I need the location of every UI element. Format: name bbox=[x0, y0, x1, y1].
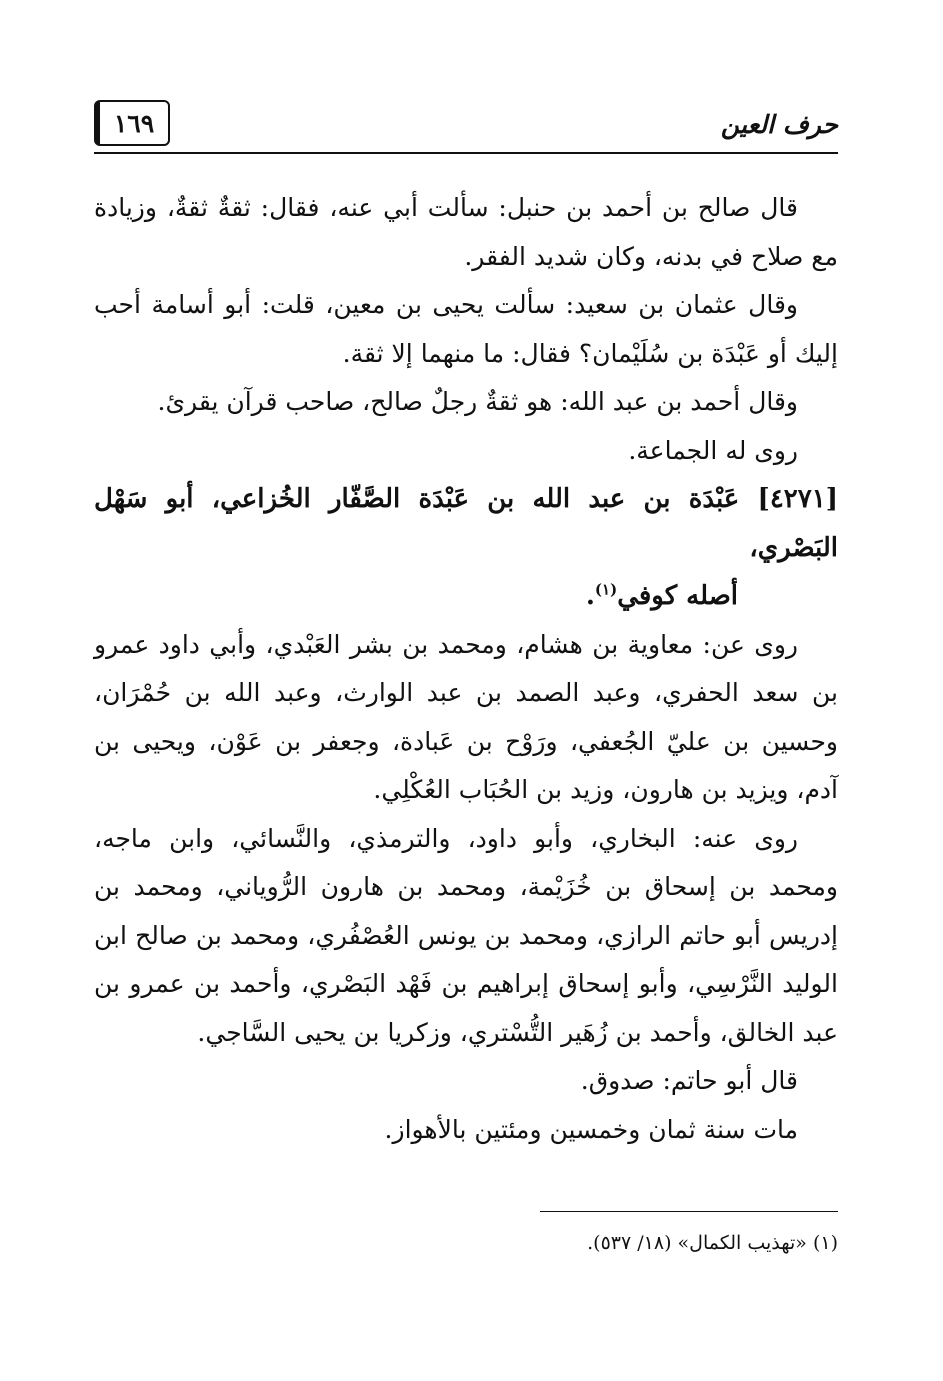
entry-heading-end: . bbox=[585, 581, 595, 611]
entry-origin: أصله كوفي bbox=[617, 581, 738, 611]
page-header bbox=[94, 96, 838, 156]
paragraph: وقال عثمان بن سعيد: سألت يحيى بن معين، قلت: أبو أسامة أحب إليك أو عَبْدَة بن سُلَيْمان؟ فقال: ما منهما إلا ثقة. bbox=[94, 290, 838, 368]
section-title: حرف العين bbox=[720, 110, 838, 139]
footnote-marker[interactable]: (١) bbox=[594, 580, 618, 599]
paragraph: وقال أحمد بن عبد الله: هو ثقةٌ رجلٌ صالح، صاحب قرآن يقرئ. bbox=[157, 387, 798, 416]
header-divider bbox=[94, 152, 838, 154]
paragraph: روى له الجماعة. bbox=[628, 435, 798, 465]
footnote-divider bbox=[540, 1211, 838, 1212]
entry-number: [٤٢٧١] bbox=[757, 484, 838, 514]
entry-name: عَبْدَة بن عبد الله بن عَبْدَة الصَّفّار الخُزاعي، أبو سَهْل البَصْري، bbox=[94, 484, 838, 563]
paragraph: مات سنة ثمان وخمسين ومئتين بالأهواز. bbox=[384, 1114, 798, 1144]
footnote: (١) «تهذيب الكمال» (١٨/ ٥٣٧). bbox=[587, 1232, 838, 1254]
paragraph: روى عن: معاوية بن هشام، ومحمد بن بشر العَبْدي، وأبي داود عمرو بن سعد الحفري، وعبد الصمد بن عبد الوارث، وعبد الله بن حُمْرَان، وحسين بن عليّ الجُعفي، ورَوْح بن عَبادة، وجعفر بن عَوْن، ويحيى بن آدم، ويزيد بن هارون، وزيد بن الحُبَاب العُكْلِي. bbox=[94, 629, 839, 804]
paragraph: قال صالح بن أحمد بن حنبل: سألت أبي عنه، فقال: ثقةٌ ثقةٌ، وزيادة مع صلاح في بدنه، وكان شديد الفقر. bbox=[94, 193, 838, 271]
page-number: ١٦٩ bbox=[94, 100, 170, 146]
main-text bbox=[94, 184, 838, 1154]
paragraph: روى عنه: البخاري، وأبو داود، والترمذي، والنَّسائي، وابن ماجه، ومحمد بن إسحاق بن خُزَيْمة، ومحمد بن هارون الرُّوياني، ومحمد بن إدريس أبو حاتم الرازي، ومحمد بن يونس العُصْفُري، ومحمد بن صالح ابن الوليد النَّرْسِي، وأبو إسحاق إبراهيم بن فَهْد البَصْري، وأحمد بن عمرو بن عبد الخالق، وأحمد بن زُهَير التُّسْتري، وزكريا بن يحيى السَّاجي. bbox=[94, 823, 838, 1047]
paragraph: قال أبو حاتم: صدوق. bbox=[580, 1066, 798, 1095]
entry-heading bbox=[94, 475, 838, 621]
